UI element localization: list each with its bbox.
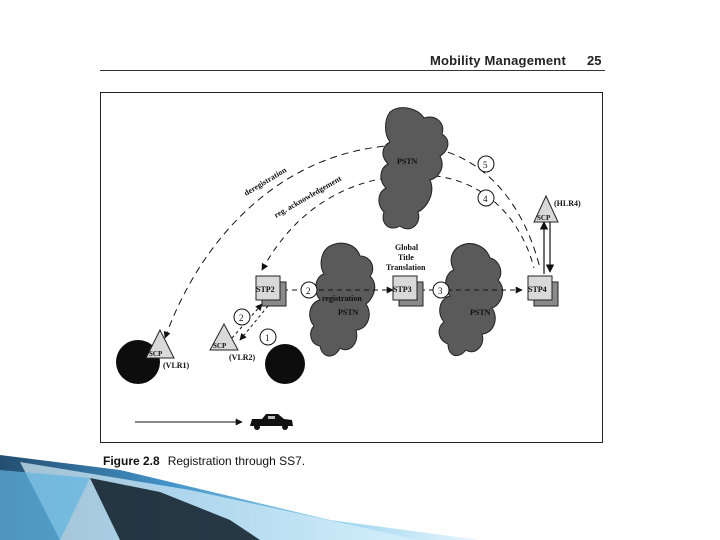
car-icon <box>250 414 293 430</box>
pstn-cloud-right <box>439 244 503 356</box>
deregistration-label: deregistration <box>242 165 289 198</box>
svg-text:4: 4 <box>483 194 488 204</box>
vlr1-label: (VLR1) <box>163 361 190 370</box>
stp2-label: STP2 <box>256 285 275 294</box>
step-1 <box>260 329 276 345</box>
page-number: 25 <box>587 53 602 68</box>
scp-hlr4-label: SCP <box>537 214 551 222</box>
pstn-right-label: PSTN <box>470 308 491 317</box>
step-2a <box>234 309 250 325</box>
stp2-node <box>256 276 286 306</box>
svg-text:1: 1 <box>265 333 270 343</box>
step-5 <box>478 156 494 172</box>
scp-vlr2-node <box>210 324 238 350</box>
scp-vlr2-label: SCP <box>213 342 227 350</box>
gtt-line-3: Translation <box>386 263 426 272</box>
pstn-left-label-1: registration <box>322 294 362 303</box>
svg-text:3: 3 <box>438 286 443 296</box>
stp4-node <box>528 276 558 306</box>
reg-ack-label: reg. acknowledgement <box>272 173 344 220</box>
hlr4-label: (HLR4) <box>554 199 581 208</box>
page-header-title: Mobility Management <box>430 53 566 68</box>
step-4 <box>478 190 494 206</box>
step-2b <box>301 282 317 298</box>
figure-caption <box>103 454 305 468</box>
stp4-label: STP4 <box>528 285 547 294</box>
svg-text:2: 2 <box>239 313 244 323</box>
figure-caption-text: Registration through SS7. <box>167 454 306 468</box>
stp3-node <box>393 276 423 306</box>
pstn-left-label-2: PSTN <box>338 308 359 317</box>
pstn-cloud-top <box>379 108 448 229</box>
svg-text:2: 2 <box>306 286 311 296</box>
pstn-top-label: PSTN <box>397 157 418 166</box>
cell-vlr2 <box>265 344 305 384</box>
scp-vlr1-label: SCP <box>149 350 163 358</box>
vlr2-label: (VLR2) <box>229 353 256 362</box>
figure-caption-number: Figure 2.8 <box>103 454 160 468</box>
stp3-label: STP3 <box>393 285 412 294</box>
svg-text:5: 5 <box>483 160 488 170</box>
gtt-line-2: Title <box>398 253 414 262</box>
gtt-line-1: Global <box>395 243 419 252</box>
step-3 <box>433 282 449 298</box>
